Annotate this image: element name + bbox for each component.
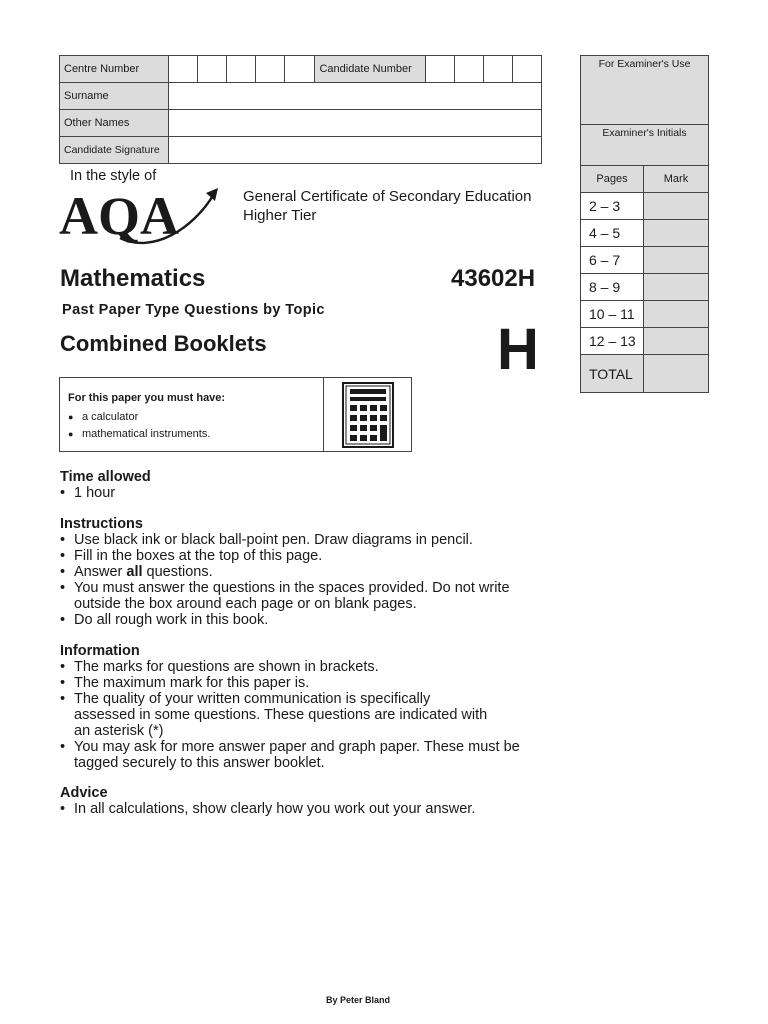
information-section: [60, 643, 540, 771]
information-item: • The marks for questions are shown in brackets.: [60, 659, 540, 675]
candidate-number-label: Candidate Number: [315, 56, 425, 83]
aqa-logo: [58, 184, 220, 246]
tier-name: Higher Tier: [243, 207, 317, 224]
centre-number-label: Centre Number: [60, 56, 169, 83]
information-item: • The maximum mark for this paper is.: [60, 675, 540, 691]
mark-box[interactable]: [644, 193, 709, 220]
pages-row-label: 10 – 11: [581, 301, 644, 328]
centre-number-box[interactable]: [256, 56, 285, 83]
examiner-use-label: For Examiner's Use: [581, 56, 709, 125]
instruction-item: • Do all rough work in this book.: [60, 612, 530, 628]
instructions-section: [60, 516, 530, 628]
author-credit: By Peter Bland: [325, 995, 391, 1005]
advice-heading: Advice: [60, 785, 108, 801]
centre-number-box[interactable]: [285, 56, 315, 83]
pages-row-label: 2 – 3: [581, 193, 644, 220]
style-of-label: In the style of: [70, 168, 157, 184]
information-item: • You may ask for more answer paper and graph paper. These must be tagged securely to this answer booklet.: [60, 739, 524, 771]
advice-section: [60, 785, 540, 817]
candidate-number-box[interactable]: [483, 56, 512, 83]
instruction-text: questions.: [142, 564, 213, 580]
total-mark-box[interactable]: [644, 355, 709, 393]
advice-item: • In all calculations, show clearly how you work out your answer.: [60, 801, 540, 817]
instruction-item: • Use black ink or black ball-point pen. Draw diagrams in pencil.: [60, 532, 530, 548]
mark-box[interactable]: [644, 247, 709, 274]
pages-row-label: 12 – 13: [581, 328, 644, 355]
candidate-number-box[interactable]: [512, 56, 541, 83]
pages-row-label: 6 – 7: [581, 247, 644, 274]
mark-header: Mark: [644, 166, 709, 193]
time-heading: Time allowed: [60, 469, 151, 485]
booklet-title: Combined Booklets: [60, 331, 267, 356]
requirements-title: For this paper you must have:: [68, 392, 226, 404]
instruction-item: • You must answer the questions in the spaces provided. Do not write outside the box around each page or on blank pages.: [60, 580, 519, 612]
centre-number-box[interactable]: [169, 56, 198, 83]
pages-row-label: 4 – 5: [581, 220, 644, 247]
signature-field[interactable]: [169, 137, 542, 164]
pages-header: Pages: [581, 166, 644, 193]
other-names-field[interactable]: [169, 110, 542, 137]
surname-label: Surname: [60, 83, 169, 110]
examiner-initials-label: Examiner's Initials: [581, 125, 709, 166]
pages-row-label: 8 – 9: [581, 274, 644, 301]
mark-box[interactable]: [644, 301, 709, 328]
candidate-number-box[interactable]: [454, 56, 483, 83]
instruction-item: • Fill in the boxes at the top of this page.: [60, 548, 530, 564]
qualification-title: General Certificate of Secondary Education: [243, 188, 532, 205]
centre-number-box[interactable]: [227, 56, 256, 83]
information-item: • The quality of your written communication is specifically assessed in some questions. These questions are indicated with an asterisk (*): [60, 691, 494, 739]
signature-label: Candidate Signature: [60, 137, 169, 164]
surname-field[interactable]: [169, 83, 542, 110]
instructions-heading: Instructions: [60, 516, 143, 532]
paper-code: 43602H: [451, 265, 536, 292]
mark-box[interactable]: [644, 274, 709, 301]
requirement-item: ● mathematical instruments.: [68, 426, 225, 443]
subject-title: Mathematics: [60, 265, 206, 292]
time-item: • 1 hour: [60, 485, 540, 501]
other-names-label: Other Names: [60, 110, 169, 137]
mark-box[interactable]: [644, 220, 709, 247]
requirements-box: [59, 377, 412, 452]
time-allowed-section: [60, 469, 540, 501]
candidate-number-box[interactable]: [425, 56, 454, 83]
information-heading: Information: [60, 643, 140, 659]
requirement-item: ● a calculator: [68, 409, 225, 426]
mark-box[interactable]: [644, 328, 709, 355]
instruction-emphasis: all: [126, 564, 143, 580]
tier-letter: H: [497, 317, 539, 382]
candidate-details-table: [59, 55, 542, 164]
instruction-text: Answer: [74, 564, 127, 580]
aqa-logo-text: AQA: [59, 186, 179, 246]
centre-number-box[interactable]: [198, 56, 227, 83]
instruction-item: [60, 564, 530, 580]
examiner-table: [580, 55, 709, 393]
total-label: TOTAL: [581, 355, 644, 393]
requirements-divider: [323, 378, 324, 451]
qualification-block: [243, 187, 532, 225]
calculator-icon: [342, 382, 394, 448]
paper-subtitle: Past Paper Type Questions by Topic: [62, 302, 325, 318]
